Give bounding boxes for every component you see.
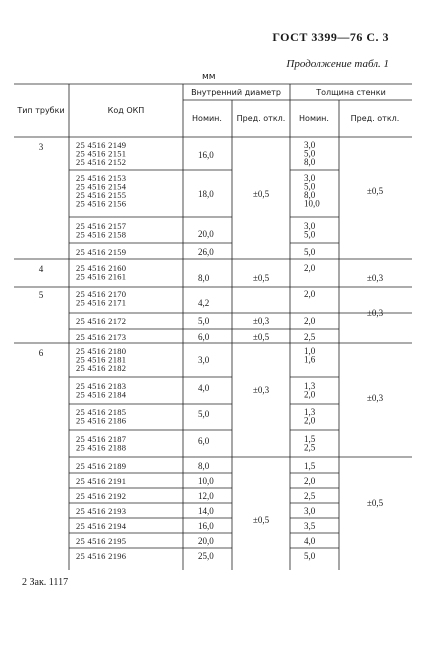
- wall-thickness-nominal: 2,5: [304, 491, 316, 501]
- inner-diameter-tolerance: ±0,3: [252, 316, 270, 326]
- wall-thickness-nominal: 5,0: [304, 551, 316, 561]
- okp-code: 25 4516 2149: [76, 140, 127, 150]
- inner-diameter-nominal: 8,0: [198, 461, 210, 471]
- page-footer: 2 Зак. 1117: [22, 577, 69, 588]
- wall-thickness-nominal: 3,0: [304, 173, 316, 183]
- okp-code: 25 4516 2172: [76, 316, 127, 326]
- page-header: ГОСТ 3399—76 С. 3: [272, 30, 389, 44]
- okp-code: 25 4516 2186: [76, 415, 127, 426]
- unit-label: мм: [202, 72, 216, 82]
- tube-type-cell: 6: [38, 348, 44, 358]
- okp-code: 25 4516 2159: [76, 247, 127, 257]
- inner-diameter-nominal: 25,0: [198, 551, 214, 561]
- okp-code: 25 4516 2193: [76, 506, 127, 516]
- wall-thickness-tolerance: ±0,5: [366, 186, 384, 196]
- wall-thickness-nominal: 1,5: [304, 434, 316, 444]
- wall-thickness-nominal: 2,5: [304, 442, 316, 453]
- okp-code: 25 4516 2196: [76, 551, 127, 561]
- wall-thickness-nominal: 2,0: [304, 289, 316, 299]
- col-header-inner-diameter: Внутренний диаметр: [191, 88, 281, 97]
- wall-thickness-nominal: 1,5: [304, 461, 316, 471]
- col-header-code: Код ОКП: [107, 106, 145, 115]
- okp-code: 25 4516 2161: [76, 271, 127, 282]
- inner-diameter-nominal: 20,0: [198, 229, 214, 239]
- okp-code: 25 4516 2192: [76, 491, 127, 501]
- wall-thickness-nominal: 1,0: [304, 346, 316, 356]
- inner-diameter-nominal: 10,0: [198, 476, 214, 486]
- col-header-wall-nominal: Номин.: [299, 114, 329, 123]
- wall-thickness-nominal: 4,0: [304, 536, 316, 546]
- inner-diameter-nominal: 4,2: [198, 298, 210, 308]
- inner-diameter-nominal: 14,0: [198, 506, 214, 516]
- wall-thickness-nominal: 1,3: [304, 407, 316, 417]
- inner-diameter-nominal: 16,0: [198, 150, 214, 160]
- okp-code: 25 4516 2153: [76, 173, 127, 183]
- inner-diameter-nominal: 6,0: [198, 332, 210, 342]
- okp-code: 25 4516 2151: [76, 148, 127, 159]
- wall-thickness-nominal: 2,0: [304, 389, 316, 400]
- inner-diameter-nominal: 4,0: [198, 383, 210, 393]
- table-continuation-label: Продолжение табл. 1: [286, 58, 389, 70]
- inner-diameter-nominal: 16,0: [198, 521, 214, 531]
- okp-code: 25 4516 2187: [76, 434, 127, 444]
- inner-diameter-nominal: 26,0: [198, 247, 214, 257]
- okp-code: 25 4516 2158: [76, 229, 127, 240]
- inner-diameter-nominal: 5,0: [198, 316, 210, 326]
- wall-thickness-nominal: 3,0: [304, 221, 316, 231]
- col-header-type: Тип трубки: [17, 106, 65, 115]
- wall-thickness-nominal: 3,0: [304, 140, 316, 150]
- wall-thickness-tolerance: ±0,5: [366, 498, 384, 508]
- okp-code: 25 4516 2152: [76, 157, 127, 167]
- inner-diameter-nominal: 6,0: [198, 436, 210, 446]
- wall-thickness-nominal: 10,0: [304, 198, 320, 209]
- okp-code: 25 4516 2170: [76, 289, 127, 299]
- wall-thickness-tolerance: ±0,3: [366, 273, 384, 283]
- wall-thickness-nominal: 2,0: [304, 476, 316, 486]
- inner-diameter-tolerance: ±0,5: [252, 189, 270, 199]
- col-header-inner-nominal: Номин.: [192, 114, 222, 123]
- col-header-inner-tolerance: Пред. откл.: [236, 114, 286, 123]
- tube-type-cell: 4: [38, 264, 44, 274]
- wall-thickness-nominal: 2,0: [304, 263, 316, 273]
- okp-code: 25 4516 2189: [76, 461, 127, 471]
- inner-diameter-nominal: 18,0: [198, 189, 214, 199]
- inner-diameter-nominal: 3,0: [198, 355, 210, 365]
- col-header-wall-tolerance: Пред. откл.: [350, 114, 400, 123]
- wall-thickness-nominal: 5,0: [304, 229, 316, 240]
- inner-diameter-tolerance: ±0,5: [252, 515, 270, 525]
- wall-thickness-nominal: 8,0: [304, 190, 316, 200]
- inner-diameter-nominal: 20,0: [198, 536, 214, 546]
- okp-code: 25 4516 2171: [76, 297, 127, 308]
- tube-type-cell: 5: [38, 290, 44, 300]
- wall-thickness-nominal: 1,3: [304, 381, 316, 391]
- inner-diameter-tolerance: ±0,5: [252, 273, 270, 283]
- wall-thickness-tolerance: ±0,3: [366, 308, 384, 318]
- inner-diameter-nominal: 5,0: [198, 409, 210, 419]
- wall-thickness-nominal: 2,0: [304, 316, 316, 326]
- okp-code: 25 4516 2180: [76, 346, 127, 356]
- okp-code: 25 4516 2160: [76, 263, 127, 273]
- okp-code: 25 4516 2195: [76, 536, 127, 546]
- wall-thickness-nominal: 3,5: [304, 521, 316, 531]
- wall-thickness-tolerance: ±0,3: [366, 393, 384, 403]
- okp-code: 25 4516 2182: [76, 363, 127, 373]
- okp-code: 25 4516 2184: [76, 389, 127, 400]
- inner-diameter-nominal: 8,0: [198, 273, 210, 283]
- okp-code: 25 4516 2181: [76, 354, 127, 365]
- wall-thickness-nominal: 3,0: [304, 506, 316, 516]
- inner-diameter-tolerance: ±0,3: [252, 385, 270, 395]
- wall-thickness-nominal: 2,0: [304, 415, 316, 426]
- okp-code: 25 4516 2188: [76, 442, 127, 453]
- okp-code: 25 4516 2173: [76, 332, 127, 342]
- okp-code: 25 4516 2194: [76, 521, 127, 531]
- okp-code: 25 4516 2154: [76, 181, 127, 192]
- inner-diameter-nominal: 12,0: [198, 491, 214, 501]
- wall-thickness-nominal: 5,0: [304, 181, 316, 192]
- tube-type-cell: 3: [38, 142, 44, 152]
- okp-code: 25 4516 2191: [76, 476, 127, 486]
- col-header-wall-thickness: Толщина стенки: [316, 88, 386, 97]
- wall-thickness-nominal: 1,6: [304, 354, 316, 365]
- okp-code: 25 4516 2183: [76, 381, 127, 391]
- wall-thickness-nominal: 8,0: [304, 157, 316, 167]
- okp-code: 25 4516 2155: [76, 190, 127, 200]
- inner-diameter-tolerance: ±0,5: [252, 332, 270, 342]
- wall-thickness-nominal: 5,0: [304, 247, 316, 257]
- wall-thickness-nominal: 2,5: [304, 332, 316, 342]
- okp-code: 25 4516 2157: [76, 221, 127, 231]
- okp-code: 25 4516 2156: [76, 198, 127, 209]
- wall-thickness-nominal: 5,0: [304, 148, 316, 159]
- okp-code: 25 4516 2185: [76, 407, 127, 417]
